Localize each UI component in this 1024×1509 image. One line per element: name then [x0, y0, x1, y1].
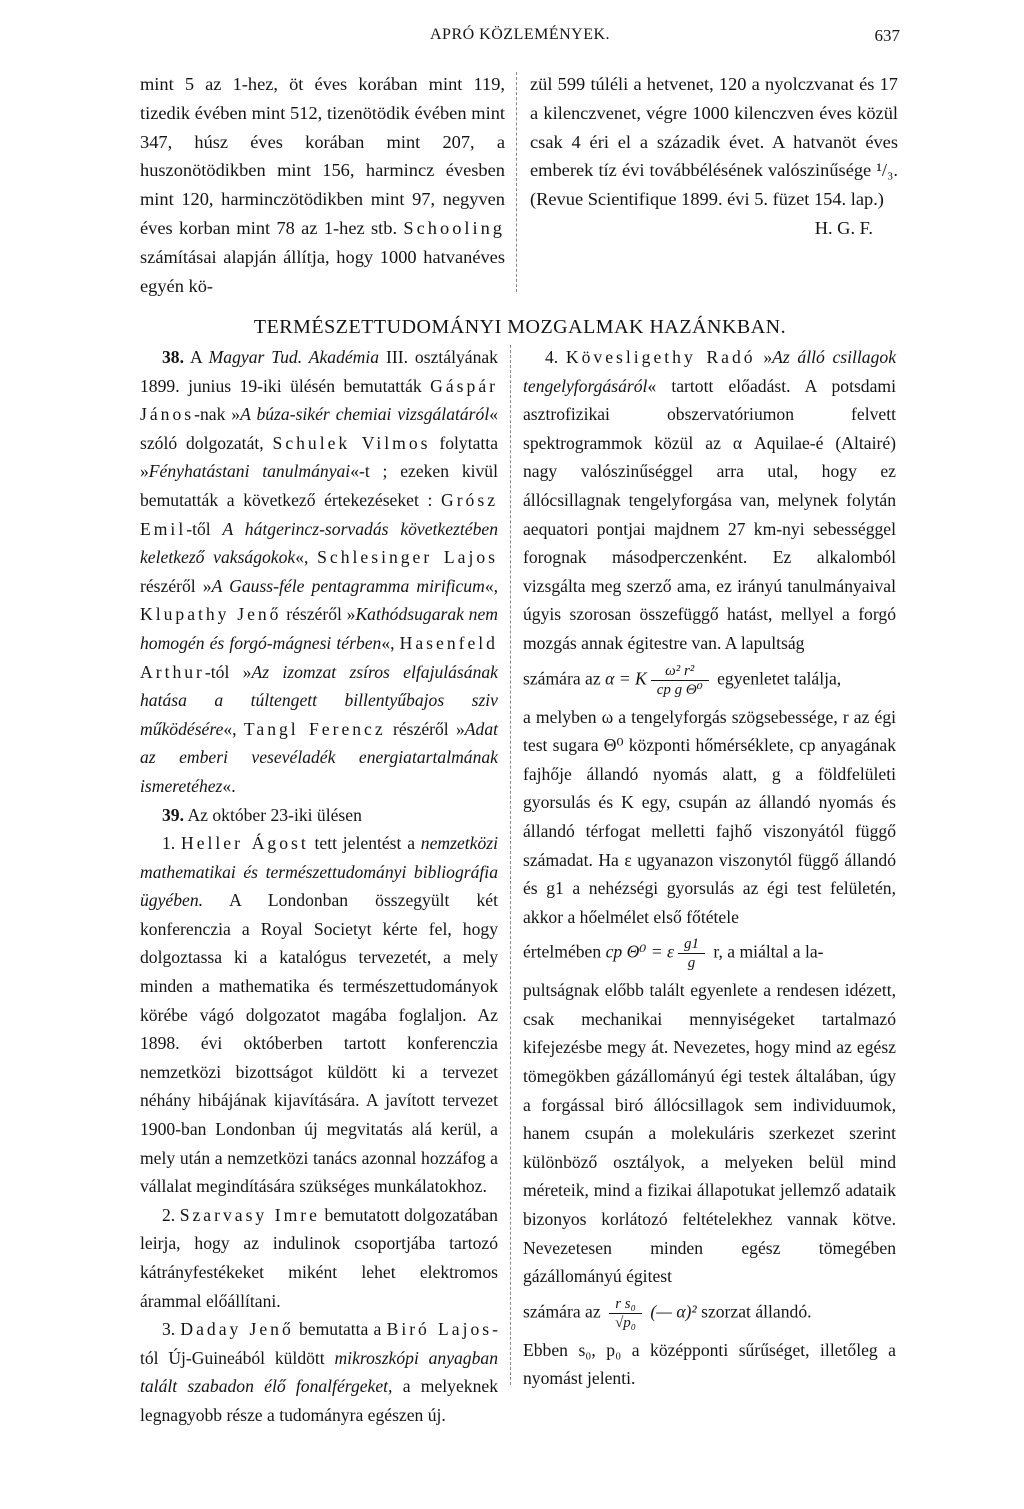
signature: H. G. F. [814, 217, 873, 238]
formula-product: számára az $\frac{\text{r s₀}}{\text{√p₀}}$ (— α)² szorzat állandó. [523, 1295, 812, 1331]
paragraph-38: 38. A Magyar Tud. Akadémia III. osztályának 1899. junius 19-iki ülésén bemutatták Gáspár János-nak »A búza-sikér chemiai vizsgálatáról« szóló dolgozatát, Schulek Vilmos folytatta »Fényhatástani tanulmányai«-t ; ezeken kivül bemutatták a következő értekezéseket : Grósz Emil-től A hátgerincz-sorvadás következtében keletkező vakságokok«, Schlesinger Lajos részéről »A Gauss-féle pentagramma mirificum«, Klupathy Jenő részéről »Kathódsugarak nem homogén és forgó-mágnesi térben«, Hasenfeld Arthur-tól »Az izomzat zsíros elfajulásának hatása a túltengett billentyűbajos sziv működésére«, Tangl Ferencz részéről »Adat az emberi vesevéladék energiatartalmának ismeretéhez«. [140, 347, 499, 796]
item-2: 2. Szarvasy Imre bemutatott dolgozatában leirja, hogy az indulinok csoportjába tartozó kátrányfestékeket miként lehet elektromos árammal előállítani. [140, 1204, 498, 1311]
author-name: Daday Jenő [180, 1319, 294, 1340]
fraction: $\frac{\text{r s₀}}{\text{√p₀}}$ [609, 1295, 642, 1332]
author-name: Biró Lajos [386, 1319, 493, 1340]
fraction: $\frac{\text{ω² r²}}{\text{cp g Θ⁰}}$ [651, 662, 709, 699]
top-right-column [530, 70, 898, 243]
author-name: Schulek Vilmos [272, 432, 431, 453]
fraction: $\frac{g1}{g}$ [678, 935, 705, 972]
running-title: APRÓ KÖZLEMÉNYEK. [430, 26, 611, 43]
column-divider [516, 72, 517, 292]
left-column [140, 343, 498, 1430]
paragraph: zül 599 túléli a hetvenet, 120 a nyolczvanat és 17 a kilenczvenet, végre 1000 kilenczven éves közül csak 4 éri el a századik évet. A hatvanöt éves emberek tíz évi továbbélésének valószinűsége ¹/₃. (Revue Scientifique 1899. évi 5. füzet 154. lap.) [530, 74, 898, 210]
author-name: Hasenfeld Arthur [140, 632, 498, 682]
author-name: Heller Ágost [180, 833, 309, 854]
paragraph: pultságnak előbb talált egyenlete a rendesen idézett, csak mechanikai mennyiségeket tartalmazó kifejezésbe megy át. Nevezetes, hogy mind az egész tömegökben gázállományú égi testek általában, úgy a forgással biró állócsillagok sem individuumok, hanem csupán a molekuláris szerkezet szerint különböző osztályok, a melyeken belül mind méreteik, mind a fizikai állapotukat jellemző adataik bizonyos korlátozó feltételekhez vannak kötve. Nevezetesen minden egész tömegében gázállományú égitest [523, 980, 896, 1287]
formula-oblateness: számára az α = K $\frac{\text{ω² r²}}{\text{cp g Θ⁰}}$ egyenletet találja, [523, 662, 842, 698]
author-name: Klupathy Jenő [140, 604, 282, 625]
author-name: Schlesinger Lajos [317, 547, 499, 568]
item-1: 1. Heller Ágost tett jelentést a nemzetközi mathematikai és természettudományi bibliográfia ügyében. A Londonban összegyült két konferenczia a Royal Societyt kérte fel, hogy dolgoztassa ki a katalógus tervezetét, a mely minden a mathematika és természettudományok körébe vágó dolgozatot magába foglaljon. Az 1898. évi októberben tartott konferenczia nemzetközi bizottságot küldött ki a tervezet néhány hibájának kijavítására. A javított tervezet 1900-ban Londonban új megvitatás alá kerül, a mely után a nemzetközi tanács azonnal hozzáfog a vállalat megindítására szükséges munkálatokhoz. [140, 833, 498, 1197]
paragraph: a melyben ω a tengelyforgás szögsebessége, r az égi test sugara Θ⁰ központi hőmérséklete, cp anyagának fajhője állandó nyomás alatt, g a földfelületi gyorsulás és K egy, csupán az állandó nyomás és állandó térfogat melletti fajhő viszonyától függő számadat. Ha ε ugyanazon viszonytól függő állandó és g1 a nehézségi gyorsulás az égi test felületén, akkor a hőelmélet első főtétele [523, 706, 896, 927]
author-name: Grósz Emil [140, 489, 499, 539]
right-column [523, 343, 896, 1393]
author-name: Kövesligethy Radó [565, 347, 756, 367]
author-name: Szarvasy Imre [179, 1204, 320, 1225]
author-name: Gáspár János [140, 375, 498, 425]
section-title: TERMÉSZETTUDOMÁNYI MOZGALMAK HAZÁNKBAN. [253, 316, 787, 338]
column-divider [510, 345, 511, 1385]
author-name: Tangl Ferencz [243, 718, 386, 739]
paragraph: mint 5 az 1-hez, öt éves korában mint 119, tizedik évében mint 512, tizenötödik évében mint 347, húsz éves korában mint 207, a huszonötödikben mint 156, harmincz évesben mint 120, harminczötödikben mint 97, negyven éves korban mint 78 az 1-hez stb. Schooling számításai alapján állítja, hogy 1000 hatvanéves egyén kö- [140, 74, 505, 296]
item-3: 3. Daday Jenő bemutatta a Biró Lajos-tól Új-Guineából küldött mikroszkópi anyagban talált szabadon élő fonalférgeket, a melyeknek legnagyobb része a tudományra egészen új. [140, 1319, 499, 1425]
paragraph-39: 39. Az október 23-iki ülésen [162, 804, 362, 825]
author-name: Schooling [403, 217, 505, 238]
top-left-column [140, 70, 505, 300]
item-4: 4. Kövesligethy Radó »Az álló csillagok tengelyforgásáról« tartott előadást. A potsdami asztrofizikai obszervatóriumon felvett spektrogrammok közül az α Aquilae-é (Altairé) nagy valószinűséggel arra utal, hogy ez állócsillagnak tengelyforgása van, melynek folytán aequatori pontjai majdnem 27 km-nyi sebességgel forognak másodperczenként. Ez alkalomból vizsgálta meg szerző ama, ez irányú tanulmányaival úgyis szorosan összefüggő hatást, mellyel a forgó mozgás annak égitestre van. A lapultság [523, 347, 897, 653]
paragraph: Ebben s₀, p₀ a középponti sűrűséget, illetőleg a nyomást jelenti. [523, 1339, 896, 1389]
page-number: 637 [874, 26, 900, 45]
formula-thermo: értelmében cp Θ⁰ = ε $\frac{g1}{g}$ r, a miáltal a la- [523, 936, 824, 972]
page-header [140, 26, 900, 56]
